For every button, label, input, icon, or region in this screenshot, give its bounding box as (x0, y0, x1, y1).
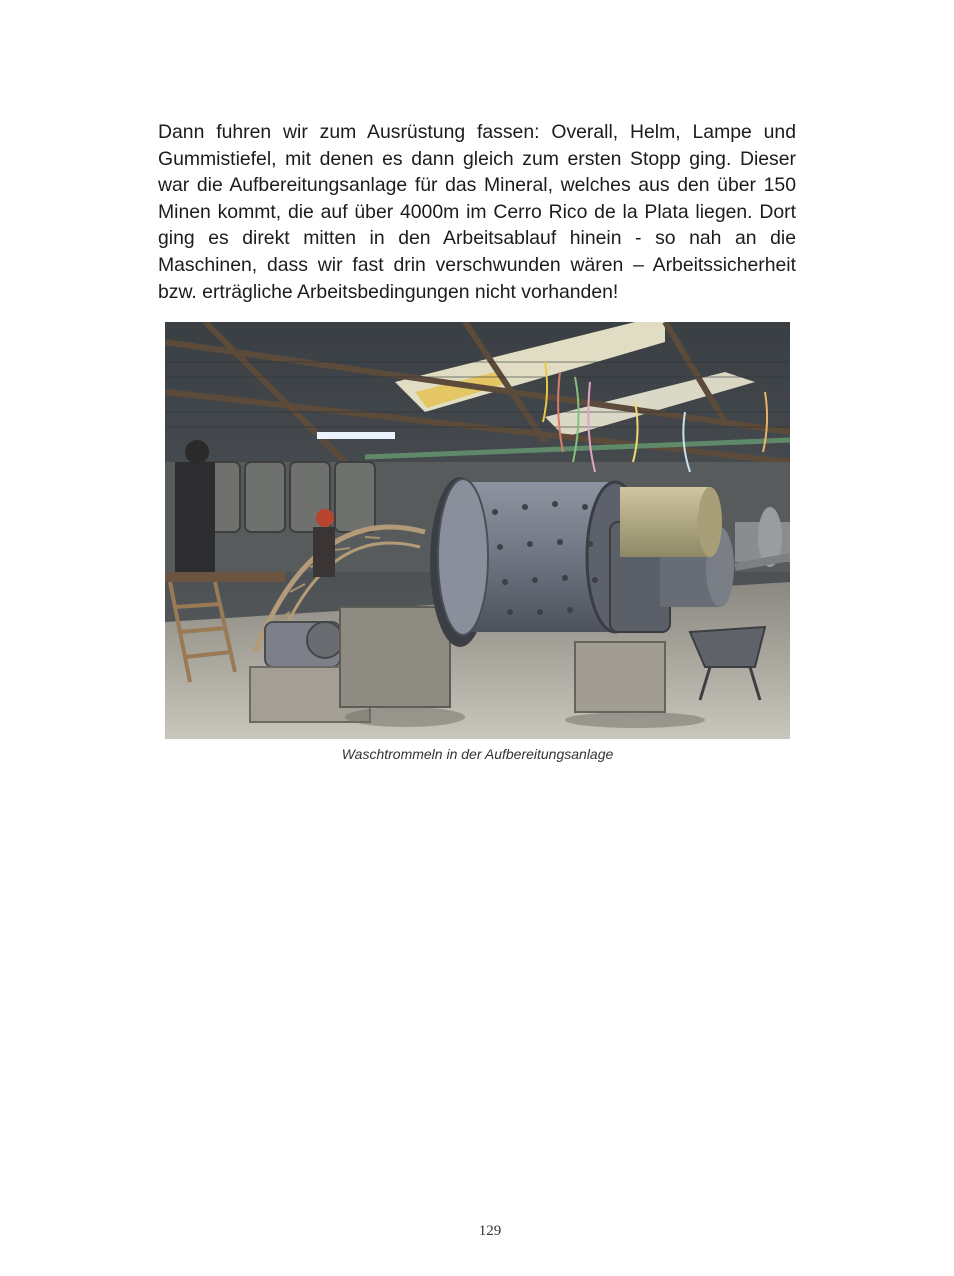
photo-ore-processing-plant (165, 322, 790, 739)
figure-caption: Waschtrommeln in der Aufbereitungsanlage (341, 746, 614, 762)
body-paragraph: Dann fuhren wir zum Ausrüstung fassen: Overall, Helm, Lampe und Gummistiefel, mit denen es dann gleich zum ersten Stopp ging. Dieser war die Aufbereitungsanlage für das Mineral, welches aus den über 150 Minen kommt, die auf über 4000m im Cerro Rico de la Plata liegen. Dort ging es direkt mitten in den Arbeitsablauf hinein - so nah an die Maschinen, dass wir fast drin verschwunden wären – Arbeitssicherheit bzw. erträgliche Arbeitsbedingungen nicht vorhanden! (158, 121, 796, 303)
page-number: 129 (478, 1223, 502, 1239)
